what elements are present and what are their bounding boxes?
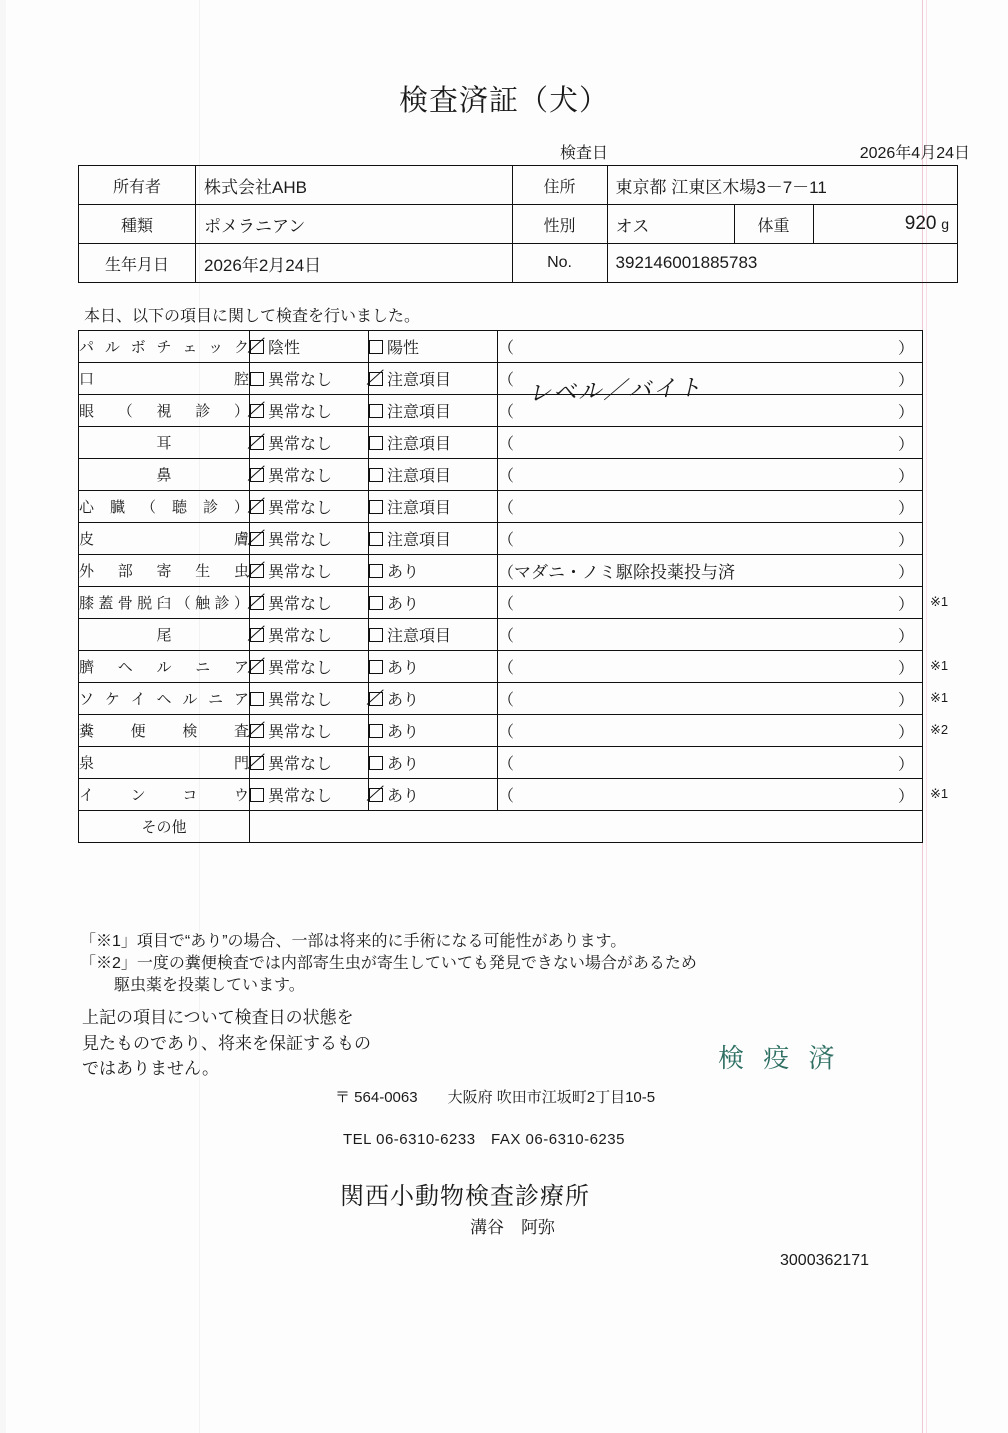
item-option-secondary[interactable] (369, 491, 498, 523)
paren-open: （ (498, 756, 515, 773)
inspection-items-table (78, 330, 923, 843)
footnote-2: 「※2」一度の糞便検査では内部寄生虫が寄生していても発見できない場合があるため (80, 955, 697, 973)
item-option-primary[interactable] (250, 619, 369, 651)
checkbox-icon[interactable] (250, 500, 264, 514)
table-row (79, 779, 923, 811)
paren-close: ） (897, 532, 914, 549)
checkbox-icon[interactable] (250, 468, 264, 482)
birthdate-label: 生年月日 (79, 244, 196, 283)
checkbox-icon[interactable] (369, 756, 383, 770)
checkbox-icon[interactable] (369, 692, 383, 706)
option-label: 注意項目 (387, 500, 452, 517)
weight-value: 920 (904, 213, 937, 234)
item-name: 口 腔 (79, 363, 250, 395)
checkbox-icon[interactable] (369, 596, 383, 610)
checkbox-icon[interactable] (250, 372, 264, 386)
item-option-primary[interactable] (250, 363, 369, 395)
sex-value: オス (607, 205, 734, 244)
checkbox-icon[interactable] (250, 788, 264, 802)
item-option-secondary[interactable] (369, 747, 498, 779)
paren-close: ） (897, 372, 914, 389)
checkbox-icon[interactable] (369, 724, 383, 738)
item-option-secondary[interactable] (369, 459, 498, 491)
meta-table (78, 165, 958, 283)
breed-value: ポメラニアン (196, 205, 513, 244)
item-name: 尾 (79, 619, 250, 651)
checkbox-icon[interactable] (250, 436, 264, 450)
option-label: 異常なし (268, 564, 333, 581)
item-name: 眼 （ 視 診 ） (79, 395, 250, 427)
item-option-secondary[interactable] (369, 587, 498, 619)
option-label: 異常なし (268, 468, 333, 485)
option-label: 異常なし (268, 436, 333, 453)
weight-unit: g (941, 216, 949, 232)
checkbox-icon[interactable] (250, 532, 264, 546)
item-option-secondary[interactable] (369, 779, 498, 811)
item-remarks[interactable] (498, 427, 923, 459)
paren-close: ） (897, 564, 914, 581)
clinic-address-value: 大阪府 吹田市江坂町2丁目10-5 (447, 1089, 656, 1106)
clinic-name: 関西小動物検査診療所 (340, 1183, 590, 1210)
disclaimer-line-3: ではありません。 (82, 1059, 220, 1078)
item-name: 膝 蓋 骨 脱 臼 （ 触 診 ） (79, 587, 250, 619)
table-row (79, 363, 923, 395)
serial-number: 3000362171 (780, 1252, 869, 1269)
item-remarks[interactable] (498, 523, 923, 555)
item-option-secondary[interactable] (369, 555, 498, 587)
option-label: 異常なし (268, 788, 333, 805)
table-row (79, 459, 923, 491)
item-option-primary[interactable] (250, 651, 369, 683)
item-option-secondary[interactable] (369, 651, 498, 683)
checkbox-icon[interactable] (369, 788, 383, 802)
option-label: あり (387, 660, 420, 677)
paren-close: ） (897, 628, 914, 645)
item-option-primary[interactable] (250, 779, 369, 811)
birthdate-value: 2026年2月24日 (196, 244, 513, 283)
item-remarks[interactable] (498, 491, 923, 523)
checkbox-icon[interactable] (250, 564, 264, 578)
paren-open: （ (498, 724, 515, 741)
paren-open: （ (498, 660, 515, 677)
option-label: 注意項目 (387, 436, 452, 453)
item-option-primary[interactable] (250, 747, 369, 779)
remarks-text: マダニ・ノミ駆除投薬投与済 (514, 563, 736, 582)
disclaimer-line-2: 見たものであり、将来を保証するもの (82, 1033, 371, 1053)
clinic-postal: 〒 564-0063 (335, 1089, 418, 1106)
table-row (79, 715, 923, 747)
table-row (79, 166, 958, 205)
weight-label: 体重 (734, 205, 813, 244)
item-option-secondary[interactable] (369, 427, 498, 459)
exam-date (560, 140, 970, 163)
item-option-primary[interactable] (250, 555, 369, 587)
item-name: そ の 他 (79, 811, 250, 843)
table-row (79, 427, 923, 459)
checkbox-icon[interactable] (250, 756, 264, 770)
checkbox-icon[interactable] (250, 628, 264, 642)
item-remarks[interactable] (498, 779, 923, 811)
paren-close: ） (897, 468, 914, 485)
item-name: 外 部 寄 生 虫 (79, 555, 250, 587)
option-label: 異常なし (268, 532, 333, 549)
table-row (79, 244, 958, 283)
checkbox-icon[interactable] (250, 660, 264, 674)
footnote-marker: ※1 (930, 658, 949, 673)
table-row (79, 619, 923, 651)
option-label: 注意項目 (387, 372, 452, 389)
checkbox-icon[interactable] (369, 532, 383, 546)
footnote-marker: ※1 (930, 594, 949, 609)
item-option-secondary[interactable] (369, 363, 498, 395)
option-label: 異常なし (268, 372, 333, 389)
item-option-primary[interactable] (250, 715, 369, 747)
table-row (79, 523, 923, 555)
checkbox-icon[interactable] (369, 404, 383, 418)
checkbox-icon[interactable] (250, 340, 264, 354)
breed-label: 種類 (79, 205, 196, 244)
footnote-1: 「※1」項目で“あり”の場合、一部は将来的に手術になる可能性があります。 (80, 933, 627, 950)
item-option-secondary[interactable] (369, 619, 498, 651)
item-remarks[interactable] (498, 587, 923, 619)
item-free-text[interactable] (250, 811, 923, 843)
item-name: 泉 門 (79, 747, 250, 779)
option-label: 注意項目 (387, 532, 452, 549)
table-row (79, 331, 923, 363)
paren-close: ） (897, 788, 914, 805)
paren-open: （ (498, 565, 515, 582)
sex-label: 性別 (512, 205, 607, 244)
exam-date-label: 検査日 (560, 145, 609, 162)
checkbox-icon[interactable] (369, 372, 383, 386)
paren-close: ） (897, 404, 914, 421)
item-option-primary[interactable] (250, 427, 369, 459)
page-title: 検査済証（犬） (398, 85, 609, 117)
item-remarks[interactable] (498, 683, 923, 715)
item-option-primary[interactable] (250, 491, 369, 523)
owner-value: 株式会社AHB (196, 166, 513, 205)
option-label: 異常なし (268, 596, 333, 613)
paren-open: （ (498, 500, 515, 517)
table-row (79, 395, 923, 427)
footnote-3: 駆虫薬を投薬しています。 (114, 977, 305, 995)
item-name: 耳 (79, 427, 250, 459)
item-remarks[interactable] (498, 459, 923, 491)
clinic-contact: TEL 06-6310-6233 FAX 06-6310-6235 (343, 1131, 625, 1148)
option-label: 陰性 (268, 340, 301, 357)
item-option-secondary[interactable] (369, 523, 498, 555)
item-name: 糞 便 検 査 (79, 715, 250, 747)
item-remarks[interactable] (498, 619, 923, 651)
option-label: あり (387, 596, 420, 613)
paren-open: （ (498, 404, 515, 421)
paren-open: （ (498, 628, 515, 645)
address-label: 住所 (512, 166, 607, 205)
address-value: 東京都 江東区木場3－7－11 (607, 166, 957, 205)
option-label: 注意項目 (387, 628, 452, 645)
paren-open: （ (498, 596, 515, 613)
checkbox-icon[interactable] (369, 340, 383, 354)
checkbox-icon[interactable] (369, 436, 383, 450)
quarantine-stamp: 検 疫 済 (718, 1043, 841, 1073)
exam-date-value: 2026年4月24日 (859, 145, 970, 162)
item-option-secondary[interactable] (369, 331, 498, 363)
paren-close: ） (897, 724, 914, 741)
no-label: No. (512, 244, 607, 283)
item-name: パ ル ボ チ ェ ッ ク (79, 331, 250, 363)
item-name: 鼻 (79, 459, 250, 491)
paren-open: （ (498, 788, 515, 805)
checkbox-icon[interactable] (250, 692, 264, 706)
owner-label: 所有者 (79, 166, 196, 205)
item-remarks[interactable] (498, 715, 923, 747)
footnote-marker: ※2 (930, 722, 949, 737)
option-label: 異常なし (268, 500, 333, 517)
disclaimer (82, 1005, 371, 1082)
item-option-secondary[interactable] (369, 715, 498, 747)
checkbox-icon[interactable] (369, 500, 383, 514)
paren-close: ） (897, 660, 914, 677)
item-option-primary[interactable] (250, 523, 369, 555)
clinic-address (335, 1086, 655, 1107)
item-remarks[interactable] (498, 747, 923, 779)
item-option-secondary[interactable] (369, 395, 498, 427)
option-label: 注意項目 (387, 404, 452, 421)
table-row (79, 811, 923, 843)
option-label: 異常なし (268, 404, 333, 421)
item-name: 心 臓 （ 聴 診 ） (79, 491, 250, 523)
item-remarks[interactable] (498, 651, 923, 683)
no-value: 392146001885783 (607, 244, 957, 283)
paren-open: （ (498, 372, 515, 389)
paren-close: ） (897, 756, 914, 773)
table-row (79, 587, 923, 619)
paren-open: （ (498, 436, 515, 453)
table-row (79, 651, 923, 683)
checkbox-icon[interactable] (369, 660, 383, 674)
paren-close: ） (897, 500, 914, 517)
paren-open: （ (498, 340, 515, 357)
option-label: 陽性 (387, 340, 420, 357)
table-row (79, 747, 923, 779)
paren-close: ） (897, 596, 914, 613)
table-row (79, 491, 923, 523)
paren-close: ） (897, 340, 914, 357)
option-label: あり (387, 724, 420, 741)
item-remarks[interactable] (498, 555, 923, 587)
item-option-primary[interactable] (250, 331, 369, 363)
item-remarks[interactable] (498, 331, 923, 363)
item-option-primary[interactable] (250, 395, 369, 427)
item-option-secondary[interactable] (369, 683, 498, 715)
option-label: 注意項目 (387, 468, 452, 485)
item-option-primary[interactable] (250, 683, 369, 715)
handwritten-note-mouth: レベル／バイト (527, 374, 704, 408)
option-label: あり (387, 564, 420, 581)
paren-open: （ (498, 468, 515, 485)
option-label: 異常なし (268, 628, 333, 645)
item-name: 臍 ヘ ル ニ ア (79, 651, 250, 683)
disclaimer-line-1: 上記の項目について検査日の状態を (82, 1008, 354, 1027)
paren-close: ） (897, 692, 914, 709)
checkbox-icon[interactable] (250, 596, 264, 610)
checkbox-icon[interactable] (250, 724, 264, 738)
item-option-primary[interactable] (250, 459, 369, 491)
footnotes (80, 931, 697, 997)
paren-open: （ (498, 532, 515, 549)
option-label: あり (387, 788, 420, 805)
table-row (79, 555, 923, 587)
footnote-marker: ※1 (930, 690, 949, 705)
veterinarian-name: 溝谷 阿弥 (470, 1218, 555, 1237)
item-name: ソ ケ イ ヘ ル ニ ア (79, 683, 250, 715)
checkbox-icon[interactable] (369, 468, 383, 482)
paren-open: （ (498, 692, 515, 709)
option-label: あり (387, 756, 420, 773)
item-option-primary[interactable] (250, 587, 369, 619)
footnote-marker: ※1 (930, 786, 949, 801)
option-label: 異常なし (268, 660, 333, 677)
weight-value-cell (813, 205, 957, 244)
checkbox-icon[interactable] (369, 628, 383, 642)
item-name: イ ン コ ウ (79, 779, 250, 811)
intro-text: 本日、以下の項目に関して検査を行いました。 (84, 308, 421, 325)
checkbox-icon[interactable] (369, 564, 383, 578)
option-label: 異常なし (268, 692, 333, 709)
item-name: 皮 膚 (79, 523, 250, 555)
table-row (79, 683, 923, 715)
option-label: あり (387, 692, 420, 709)
checkbox-icon[interactable] (250, 404, 264, 418)
paren-close: ） (897, 436, 914, 453)
option-label: 異常なし (268, 756, 333, 773)
option-label: 異常なし (268, 724, 333, 741)
table-row (79, 205, 958, 244)
